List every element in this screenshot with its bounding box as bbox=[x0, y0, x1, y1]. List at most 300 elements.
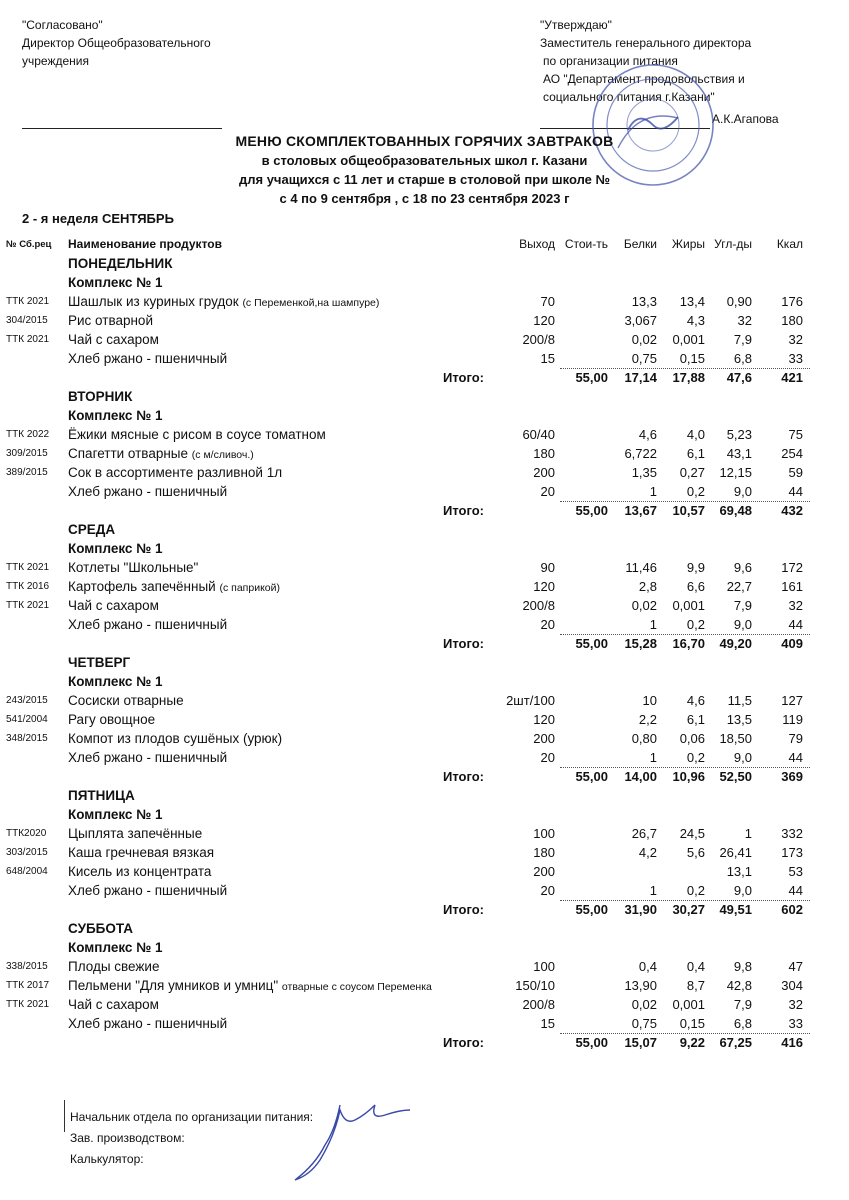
dish-output: 100 bbox=[533, 959, 555, 974]
dish-protein: 4,6 bbox=[638, 427, 657, 442]
table-row bbox=[0, 748, 849, 767]
table-row bbox=[0, 710, 849, 729]
total-row bbox=[0, 767, 849, 786]
recipe-code: 243/2015 bbox=[6, 695, 48, 706]
dish-kcal: 332 bbox=[781, 826, 803, 841]
day-section bbox=[0, 653, 849, 786]
table-header bbox=[0, 235, 849, 254]
recipe-code: 648/2004 bbox=[6, 866, 48, 877]
dish-output: 15 bbox=[540, 1016, 555, 1031]
round-stamp-icon bbox=[588, 60, 718, 190]
header-code: № Сб.рец bbox=[6, 239, 52, 250]
dish-kcal: 161 bbox=[781, 579, 803, 594]
dish-name-text: Компот из плодов сушёных (урюк) bbox=[68, 731, 283, 746]
dish-name-text: Хлеб ржано - пшеничный bbox=[68, 351, 228, 366]
dish-carbs: 13,5 bbox=[726, 712, 752, 727]
dish-name-text: Плоды свежие bbox=[68, 959, 160, 974]
dish-carbs: 6,8 bbox=[733, 351, 752, 366]
approval-left-block bbox=[22, 16, 211, 70]
dish-carbs: 18,50 bbox=[719, 731, 752, 746]
dish-carbs: 6,8 bbox=[733, 1016, 752, 1031]
dish-fat: 0,001 bbox=[672, 598, 705, 613]
dish-name-text: Рис отварной bbox=[68, 313, 153, 328]
dish-name bbox=[68, 558, 198, 577]
dish-carbs: 12,15 bbox=[719, 465, 752, 480]
dish-name bbox=[68, 824, 202, 843]
dish-carbs: 32 bbox=[737, 313, 752, 328]
total-kcal: 432 bbox=[781, 503, 803, 518]
table-row bbox=[0, 691, 849, 710]
complex-title: Комплекс № 1 bbox=[68, 275, 163, 290]
dish-name bbox=[68, 444, 254, 465]
signature-scribble-icon bbox=[280, 1095, 420, 1190]
dish-kcal: 32 bbox=[788, 332, 803, 347]
table-row bbox=[0, 425, 849, 444]
dish-kcal: 127 bbox=[781, 693, 803, 708]
dish-name bbox=[68, 691, 184, 710]
dish-fat: 0,2 bbox=[686, 484, 705, 499]
total-label: Итого: bbox=[443, 769, 484, 784]
header-name: Наименование продуктов bbox=[68, 237, 222, 251]
complex-row bbox=[0, 539, 849, 558]
dish-carbs: 9,6 bbox=[733, 560, 752, 575]
total-kcal: 369 bbox=[781, 769, 803, 784]
table-row bbox=[0, 596, 849, 615]
footer-calculator: Калькулятор: bbox=[70, 1152, 144, 1166]
dish-protein: 0,4 bbox=[638, 959, 657, 974]
dish-kcal: 75 bbox=[788, 427, 803, 442]
total-kcal: 409 bbox=[781, 636, 803, 651]
dish-protein: 3,067 bbox=[624, 313, 657, 328]
dish-output: 90 bbox=[540, 560, 555, 575]
dish-carbs: 13,1 bbox=[726, 864, 752, 879]
dish-output: 70 bbox=[540, 294, 555, 309]
week-label: 2 - я неделя СЕНТЯБРЬ bbox=[22, 211, 174, 226]
total-row bbox=[0, 634, 849, 653]
dish-name-text: Каша гречневая вязкая bbox=[68, 845, 215, 860]
dish-name bbox=[68, 425, 326, 444]
dish-fat: 0,27 bbox=[679, 465, 705, 480]
total-protein: 17,14 bbox=[624, 370, 657, 385]
dish-name-text: Хлеб ржано - пшеничный bbox=[68, 484, 228, 499]
recipe-code: ТТК 2017 bbox=[6, 980, 50, 991]
total-cost: 55,00 bbox=[575, 902, 608, 917]
total-carbs: 49,51 bbox=[719, 902, 752, 917]
dish-fat: 5,6 bbox=[686, 845, 705, 860]
dish-name bbox=[68, 862, 211, 881]
total-cost: 55,00 bbox=[575, 503, 608, 518]
dish-output: 20 bbox=[540, 617, 555, 632]
total-protein: 15,07 bbox=[624, 1035, 657, 1050]
dish-name bbox=[68, 292, 379, 313]
day-row bbox=[0, 254, 849, 273]
dish-name-text: Хлеб ржано - пшеничный bbox=[68, 617, 228, 632]
dish-name-text: Ёжики мясные с рисом в соусе томатном bbox=[68, 427, 326, 442]
dish-protein: 0,02 bbox=[631, 997, 657, 1012]
table-row bbox=[0, 292, 849, 311]
day-section bbox=[0, 919, 849, 1052]
dish-output: 200 bbox=[533, 731, 555, 746]
total-carbs: 67,25 bbox=[719, 1035, 752, 1050]
dish-fat: 0,4 bbox=[686, 959, 705, 974]
day-title: ВТОРНИК bbox=[68, 389, 133, 404]
dish-name bbox=[68, 748, 227, 767]
dish-kcal: 254 bbox=[781, 446, 803, 461]
dish-fat: 0,2 bbox=[686, 883, 705, 898]
dish-kcal: 44 bbox=[788, 750, 803, 765]
dish-kcal: 173 bbox=[781, 845, 803, 860]
dish-carbs: 43,1 bbox=[726, 446, 752, 461]
dish-protein: 13,90 bbox=[624, 978, 657, 993]
recipe-code: 303/2015 bbox=[6, 847, 48, 858]
menu-audience: для учащихся с 11 лет и старше в столовой при школе № bbox=[238, 172, 611, 187]
table-row bbox=[0, 729, 849, 748]
day-title: ПОНЕДЕЛЬНИК bbox=[68, 256, 173, 271]
table-row bbox=[0, 482, 849, 501]
day-row bbox=[0, 786, 849, 805]
menu-dates: с 4 по 9 сентября , с 18 по 23 сентября 2023 г bbox=[279, 191, 570, 206]
dish-protein: 6,722 bbox=[624, 446, 657, 461]
recipe-code: ТТК 2021 bbox=[6, 562, 50, 573]
dish-name-text: Сок в ассортименте разливной 1л bbox=[68, 465, 283, 480]
dish-output: 120 bbox=[533, 313, 555, 328]
dish-fat: 4,0 bbox=[686, 427, 705, 442]
dish-fat: 0,001 bbox=[672, 332, 705, 347]
dish-protein: 2,8 bbox=[638, 579, 657, 594]
approval-left-line2: учреждения bbox=[22, 54, 89, 68]
dish-name bbox=[68, 463, 282, 482]
dish-kcal: 32 bbox=[788, 598, 803, 613]
day-section bbox=[0, 786, 849, 919]
dish-kcal: 172 bbox=[781, 560, 803, 575]
dish-name-text: Шашлык из куриных грудок bbox=[68, 294, 239, 309]
dish-output: 20 bbox=[540, 750, 555, 765]
table-row bbox=[0, 824, 849, 843]
dish-output: 200/8 bbox=[522, 598, 555, 613]
day-section bbox=[0, 387, 849, 520]
dish-kcal: 33 bbox=[788, 351, 803, 366]
table-row bbox=[0, 995, 849, 1014]
header-carbs: Угл-ды bbox=[714, 237, 752, 251]
dish-carbs: 9,0 bbox=[733, 484, 752, 499]
dish-name-text: Чай с сахаром bbox=[68, 332, 159, 347]
total-fat: 10,96 bbox=[672, 769, 705, 784]
dish-kcal: 33 bbox=[788, 1016, 803, 1031]
recipe-code: ТТК 2021 bbox=[6, 296, 50, 307]
approval-right-label: "Утверждаю" bbox=[540, 18, 612, 32]
dish-protein: 0,75 bbox=[631, 1016, 657, 1031]
dish-protein: 2,2 bbox=[638, 712, 657, 727]
dish-carbs: 11,5 bbox=[727, 693, 752, 708]
dish-carbs: 9,0 bbox=[733, 617, 752, 632]
dish-name-text: Хлеб ржано - пшеничный bbox=[68, 883, 228, 898]
dish-name-text: Хлеб ржано - пшеничный bbox=[68, 750, 228, 765]
footer-bracket bbox=[64, 1100, 69, 1132]
dish-name-text: Чай с сахаром bbox=[68, 997, 159, 1012]
total-label: Итого: bbox=[443, 370, 484, 385]
dish-fat: 9,9 bbox=[686, 560, 705, 575]
dish-note: отварные с соусом Переменка bbox=[281, 981, 432, 993]
dish-fat: 4,6 bbox=[686, 693, 705, 708]
dish-name bbox=[68, 995, 159, 1014]
dish-fat: 4,3 bbox=[686, 313, 705, 328]
dish-kcal: 44 bbox=[788, 484, 803, 499]
dish-protein: 11,46 bbox=[625, 560, 657, 575]
dish-name bbox=[68, 710, 155, 729]
complex-title: Комплекс № 1 bbox=[68, 807, 163, 822]
total-carbs: 49,20 bbox=[719, 636, 752, 651]
day-section bbox=[0, 520, 849, 653]
dish-fat: 13,4 bbox=[679, 294, 705, 309]
menu-subtitle: в столовых общеобразовательных школ г. Казани bbox=[261, 153, 588, 168]
dish-name bbox=[68, 482, 227, 501]
dish-output: 180 bbox=[533, 446, 555, 461]
recipe-code: 304/2015 bbox=[6, 315, 48, 326]
table-row bbox=[0, 330, 849, 349]
dish-name bbox=[68, 596, 159, 615]
table-row bbox=[0, 615, 849, 634]
recipe-code: 389/2015 bbox=[6, 467, 48, 478]
header-kcal: Ккал bbox=[776, 237, 803, 251]
day-title: ПЯТНИЦА bbox=[68, 788, 135, 803]
dish-name-text: Рагу овощное bbox=[68, 712, 156, 727]
complex-row bbox=[0, 805, 849, 824]
dish-name bbox=[68, 843, 214, 862]
dish-note: (с паприкой) bbox=[219, 582, 280, 594]
dish-carbs: 7,9 bbox=[733, 598, 752, 613]
dish-name bbox=[68, 311, 153, 330]
total-carbs: 47,6 bbox=[726, 370, 752, 385]
approval-left-label: "Согласовано" bbox=[22, 18, 103, 32]
dish-name-text: Пельмени "Для умников и умниц" bbox=[68, 978, 279, 993]
total-protein: 13,67 bbox=[624, 503, 657, 518]
recipe-code: ТТК 2022 bbox=[6, 429, 50, 440]
dish-fat: 0,2 bbox=[686, 750, 705, 765]
total-row bbox=[0, 1033, 849, 1052]
total-row bbox=[0, 501, 849, 520]
dish-name bbox=[68, 349, 227, 368]
day-row bbox=[0, 520, 849, 539]
complex-title: Комплекс № 1 bbox=[68, 674, 163, 689]
dish-carbs: 7,9 bbox=[733, 332, 752, 347]
day-row bbox=[0, 387, 849, 406]
dish-protein: 26,7 bbox=[631, 826, 657, 841]
approval-signer: А.К.Агапова bbox=[712, 112, 779, 126]
total-protein: 15,28 bbox=[624, 636, 657, 651]
recipe-code: ТТК2020 bbox=[6, 828, 47, 839]
footer-production-head: Зав. производством: bbox=[70, 1131, 185, 1145]
dish-name-text: Спагетти отварные bbox=[68, 446, 189, 461]
table-row bbox=[0, 862, 849, 881]
header-protein: Белки bbox=[623, 237, 657, 251]
dish-name bbox=[68, 957, 159, 976]
dish-protein: 1 bbox=[649, 750, 657, 765]
complex-row bbox=[0, 406, 849, 425]
recipe-code: 348/2015 bbox=[6, 733, 48, 744]
day-row bbox=[0, 919, 849, 938]
dish-output: 200 bbox=[533, 465, 555, 480]
dish-name bbox=[68, 976, 432, 997]
dish-name-text: Чай с сахаром bbox=[68, 598, 159, 613]
dish-protein: 4,2 bbox=[638, 845, 657, 860]
day-title: ЧЕТВЕРГ bbox=[68, 655, 131, 670]
dish-output: 200/8 bbox=[522, 997, 555, 1012]
recipe-code: ТТК 2021 bbox=[6, 600, 50, 611]
dish-name bbox=[68, 577, 280, 598]
dish-protein: 1 bbox=[649, 617, 657, 632]
table-row bbox=[0, 463, 849, 482]
total-protein: 31,90 bbox=[624, 902, 657, 917]
dish-carbs: 22,7 bbox=[726, 579, 752, 594]
dish-output: 200/8 bbox=[522, 332, 555, 347]
total-label: Итого: bbox=[443, 503, 484, 518]
complex-row bbox=[0, 273, 849, 292]
dish-output: 150/10 bbox=[515, 978, 555, 993]
dish-protein: 0,80 bbox=[631, 731, 657, 746]
total-cost: 55,00 bbox=[575, 370, 608, 385]
dish-protein: 1,35 bbox=[631, 465, 657, 480]
total-kcal: 416 bbox=[781, 1035, 803, 1050]
dish-protein: 10 bbox=[642, 693, 657, 708]
approval-right-line1: Заместитель генерального директора bbox=[540, 36, 752, 50]
dish-kcal: 119 bbox=[782, 712, 803, 727]
dish-fat: 8,7 bbox=[686, 978, 705, 993]
complex-title: Комплекс № 1 bbox=[68, 940, 163, 955]
total-fat: 10,57 bbox=[672, 503, 705, 518]
header-cost: Стои-ть bbox=[564, 237, 608, 251]
table-row bbox=[0, 349, 849, 368]
day-section bbox=[0, 254, 849, 387]
dish-fat: 0,15 bbox=[679, 351, 705, 366]
dish-carbs: 0,90 bbox=[726, 294, 752, 309]
table-row bbox=[0, 311, 849, 330]
dish-kcal: 53 bbox=[788, 864, 803, 879]
complex-row bbox=[0, 672, 849, 691]
table-row bbox=[0, 976, 849, 995]
approval-right-line4: социального питания г.Казани" bbox=[543, 90, 715, 104]
complex-row bbox=[0, 938, 849, 957]
dish-carbs: 5,23 bbox=[726, 427, 752, 442]
recipe-code: 309/2015 bbox=[6, 448, 48, 459]
dish-output: 15 bbox=[540, 351, 555, 366]
dish-name bbox=[68, 330, 159, 349]
dish-fat: 6,1 bbox=[686, 712, 705, 727]
dish-name bbox=[68, 729, 282, 748]
header-output: Выход bbox=[519, 237, 555, 251]
dish-output: 20 bbox=[540, 883, 555, 898]
table-row bbox=[0, 577, 849, 596]
dish-carbs: 26,41 bbox=[719, 845, 752, 860]
approval-right-line2: по организации питания bbox=[543, 54, 678, 68]
recipe-code: ТТК 2016 bbox=[6, 581, 50, 592]
dish-protein: 0,02 bbox=[631, 598, 657, 613]
dish-name bbox=[68, 1014, 227, 1033]
total-cost: 55,00 bbox=[575, 1035, 608, 1050]
dish-carbs: 42,8 bbox=[726, 978, 752, 993]
dish-kcal: 180 bbox=[781, 313, 803, 328]
approval-left-line1: Директор Общеобразовательного bbox=[22, 36, 211, 50]
dish-fat: 24,5 bbox=[679, 826, 705, 841]
total-kcal: 602 bbox=[781, 902, 803, 917]
dish-note: (с м/сливоч.) bbox=[191, 449, 254, 461]
dish-kcal: 47 bbox=[788, 959, 803, 974]
total-carbs: 52,50 bbox=[719, 769, 752, 784]
total-label: Итого: bbox=[443, 1035, 484, 1050]
dish-output: 120 bbox=[533, 712, 555, 727]
header-fat: Жиры bbox=[671, 237, 705, 251]
dish-protein: 0,02 bbox=[631, 332, 657, 347]
dish-carbs: 7,9 bbox=[733, 997, 752, 1012]
total-label: Итого: bbox=[443, 902, 484, 917]
dish-output: 200 bbox=[533, 864, 555, 879]
dish-name-text: Кисель из концентрата bbox=[68, 864, 212, 879]
table-row bbox=[0, 558, 849, 577]
menu-table bbox=[0, 235, 849, 1052]
dish-output: 120 bbox=[533, 579, 555, 594]
dish-fat: 6,6 bbox=[686, 579, 705, 594]
menu-title: МЕНЮ СКОМПЛЕКТОВАННЫХ ГОРЯЧИХ ЗАВТРАКОВ bbox=[235, 133, 614, 149]
dish-name-text: Цыплята запечённые bbox=[68, 826, 203, 841]
dish-fat: 0,06 bbox=[679, 731, 705, 746]
dish-fat: 0,001 bbox=[672, 997, 705, 1012]
dish-carbs: 1 bbox=[744, 826, 752, 841]
day-row bbox=[0, 653, 849, 672]
total-cost: 55,00 bbox=[575, 769, 608, 784]
total-fat: 30,27 bbox=[672, 902, 705, 917]
total-protein: 14,00 bbox=[624, 769, 657, 784]
dish-name bbox=[68, 615, 227, 634]
total-row bbox=[0, 900, 849, 919]
recipe-code: ТТК 2021 bbox=[6, 999, 50, 1010]
total-fat: 9,22 bbox=[679, 1035, 705, 1050]
dish-name-text: Котлеты "Школьные" bbox=[68, 560, 199, 575]
dish-note: (с Переменкой,на шампуре) bbox=[242, 297, 380, 309]
total-carbs: 69,48 bbox=[719, 503, 752, 518]
table-row bbox=[0, 843, 849, 862]
dish-kcal: 44 bbox=[788, 883, 803, 898]
recipe-code: 338/2015 bbox=[6, 961, 48, 972]
table-row bbox=[0, 1014, 849, 1033]
day-title: СУББОТА bbox=[68, 921, 134, 936]
recipe-code: ТТК 2021 bbox=[6, 334, 50, 345]
dish-protein: 13,3 bbox=[631, 294, 657, 309]
dish-name-text: Сосиски отварные bbox=[68, 693, 184, 708]
total-kcal: 421 bbox=[781, 370, 803, 385]
dish-kcal: 79 bbox=[788, 731, 803, 746]
recipe-code: 541/2004 bbox=[6, 714, 48, 725]
dish-kcal: 304 bbox=[781, 978, 803, 993]
dish-output: 100 bbox=[533, 826, 555, 841]
dish-protein: 1 bbox=[649, 883, 657, 898]
dish-protein: 0,75 bbox=[631, 351, 657, 366]
dish-carbs: 9,0 bbox=[733, 750, 752, 765]
dish-kcal: 59 bbox=[788, 465, 803, 480]
dish-name bbox=[68, 881, 227, 900]
table-row bbox=[0, 957, 849, 976]
complex-title: Комплекс № 1 bbox=[68, 541, 163, 556]
footer-nutrition-head: Начальник отдела по организации питания: bbox=[70, 1110, 314, 1124]
day-title: СРЕДА bbox=[68, 522, 116, 537]
dish-protein: 1 bbox=[649, 484, 657, 499]
dish-output: 2шт/100 bbox=[506, 693, 555, 708]
dish-carbs: 9,0 bbox=[733, 883, 752, 898]
days-container bbox=[0, 254, 849, 1052]
approval-left-signature-line bbox=[22, 128, 222, 129]
approval-right-line3: АО "Департамент продовольствия и bbox=[543, 72, 745, 86]
dish-kcal: 176 bbox=[781, 294, 803, 309]
dish-kcal: 32 bbox=[788, 997, 803, 1012]
total-fat: 16,70 bbox=[672, 636, 705, 651]
